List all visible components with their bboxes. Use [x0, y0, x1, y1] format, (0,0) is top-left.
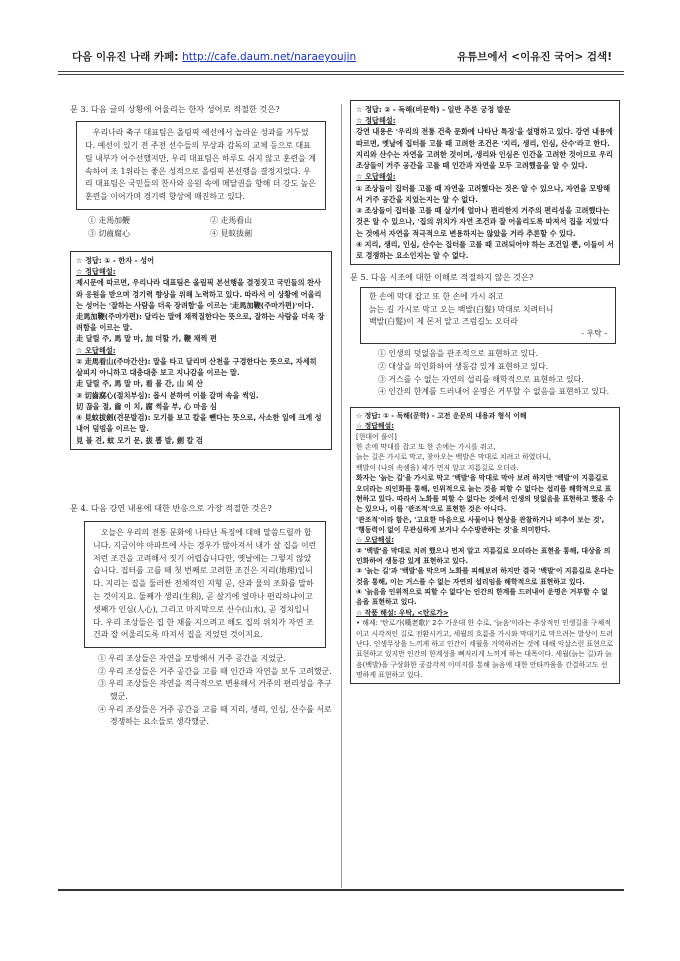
answer-line: 走 달릴 주, 馬 말 마, 加 더할 가, 鞭 채찍 편	[76, 334, 217, 344]
answer-line: ☆ 오답해설:	[76, 345, 116, 355]
footer-rule	[58, 889, 624, 891]
header-rule-2	[58, 74, 624, 75]
cafe-link[interactable]: http://cafe.daum.net/naraeyoujin	[182, 51, 357, 63]
answer-line: ☆ 오답해설:	[356, 536, 394, 545]
q3-answer-box	[70, 251, 332, 450]
answer-line: ☆ 정답해설:	[356, 116, 396, 126]
answer-line: ② 走馬看山(주마간산): 말을 타고 달리며 산천을 구경한다는 뜻으로, 자세히 살피지 아니하고 대충대충 보고 지나감을 이르는 말.	[76, 356, 317, 378]
answer-line: 走馬加鞭(주마가편): 달리는 말에 채찍질한다는 뜻으로, 잘하는 사람을 더욱 장려함을 이르는 말.	[76, 311, 325, 333]
right-column	[350, 100, 620, 684]
answer-line: ☆ 작품 해설: 우탁, <탄로가>	[356, 608, 449, 617]
q5-poem	[360, 287, 616, 344]
cafe-link-label: 다음 이유진 나래 카페: http://cafe.daum.net/naraeyoujin	[72, 51, 357, 63]
q5-choice-2[interactable]: ② 대상을 의인화하여 생동감 있게 표현하고 있다.	[378, 362, 549, 372]
answer-line: '관조적'이라 함은, '고요한 마음으로 사물이나 현상을 관찰하거나 비추어 보는 것', '행동력이 없이 무관심하게 보거나 수수방관하는 것'을 의미한다.	[356, 515, 605, 534]
q5-choice-1[interactable]: ① 인생의 덧없음을 관조적으로 표현하고 있다.	[378, 349, 539, 359]
q4-answer-title: ☆ 정답: ② - 독해(비문학) - 일반 추론 궁정 발문	[356, 105, 511, 114]
q3-choice-3[interactable]: ③ 切齒腐心	[88, 229, 130, 239]
answer-line: [현대어 풀이]	[356, 432, 397, 441]
poem-line: 한 손에 막대 잡고 또 한 손에 가시 쥐고	[369, 292, 504, 302]
answer-line: ③ 切齒腐心(절치부심): 몹시 분하여 이를 갈며 속을 썩임.	[76, 390, 259, 400]
page-header	[72, 49, 612, 63]
q3-answer-title: ☆ 정답: ① - 한자 - 성어	[76, 255, 155, 265]
answer-line: ① 조상들이 집터를 고를 때 자연을 고려했다는 것은 알 수 있으나, 자연을 모방해서 거주 공간을 지었는지는 알 수 없다.	[356, 183, 611, 204]
q4-answer-box	[350, 100, 620, 265]
q4-choice-4[interactable]: ④ 우리 조상들은 거주 공간을 고를 때 지리, 생리, 인심, 산수를 서로 경쟁하는 요소들로 생각했군.	[98, 704, 332, 727]
q4-choice-1[interactable]: ① 우리 조상들은 자연을 모방해서 거주 공간을 지었군.	[98, 654, 287, 664]
q3-choice-4[interactable]: ④ 見蚊拔劍	[210, 229, 252, 239]
q4-choice-2[interactable]: ② 우리 조상들은 거주 공간을 고를 때 인간과 자연을 모두 고려했군.	[98, 666, 332, 676]
answer-line: 백발이 (나의 속셈을) 제가 먼저 알고 지름길로 오더라.	[356, 463, 519, 472]
answer-line: ④ 見蚊拔劍(견문발검): 모기를 보고 칼을 뺀다는 뜻으로, 사소한 일에 크게 성내어 덤빔을 이르는 말.	[76, 413, 322, 434]
answer-line: ☆ 정답해설:	[356, 422, 394, 431]
answer-line: 제시문에 따르면, 우리나라 대표팀은 올림픽 본선행을 결정짓고 국민들의 찬사와 응원을 받으며 경기력 향상을 위해 노력하고 있다. 따라서 이 상황에 어울리는 성어는 '잘하는 사람을 더욱 장려함'을 이르는 '走馬加鞭(주마가편)'이다.	[76, 278, 322, 310]
answer-line: ☆ 오답해설:	[356, 172, 396, 182]
q5-choice-4[interactable]: ④ 인간의 한계를 드러내어 운명은 거부할 수 없음을 표현하고 있다.	[378, 387, 610, 397]
answer-line: ③ 조상들이 집터를 고를 때 살기에 얼마나 편리한지 거주의 편리성을 고려했다는 것은 알 수 있으나, '집의 위치가 자연 조건과 잘 어울리도록 따져서 집을 지었'다는 것에서 자연을 적극적으로 변용하지는 않았을 거라 추론할 수 있다.	[356, 206, 610, 238]
answer-line: ③ '늙는 길'과 '백발'을 막으며 노화를 피해보려 하지만 결국 '백발'이 지름길로 온다는 것을 통해, 이는 거스를 수 없는 자연의 섭리임을 해학적으로 표현하고 있다.	[356, 567, 614, 586]
q3-choice-1[interactable]: ① 走馬加鞭	[88, 215, 130, 225]
poem-line: 백발(白髮)이 제 몬저 알고 즈럼길노 오더라	[369, 316, 518, 326]
q5-choices	[350, 348, 620, 399]
answer-line: ☆ 정답해설:	[76, 267, 116, 277]
q4-choices	[70, 653, 332, 729]
answer-line: 한 손에 막대를 잡고 또 한 손에는 가시를 쥐고,	[356, 443, 496, 452]
q5-stem: 문 5. 다음 시조에 대한 이해로 적절하지 않은 것은?	[350, 272, 534, 283]
poem-line: 늙는 길 가시로 막고 오는 백발(白髮) 막대로 치려터니	[369, 304, 554, 314]
answer-line: 走 달릴 주, 馬 말 마, 看 볼 간, 山 뫼 산	[76, 379, 203, 389]
q3-choices	[70, 214, 332, 241]
q5-answer-title: ☆ 정답: ① - 독해(문학) - 고전 운문의 내용과 형식 이해	[356, 411, 527, 420]
header-rule	[58, 71, 624, 72]
answer-line: ④ '늙음을 인위적으로 피할 수 없다'는 인간의 한계를 드러내어 운명은 거부할 수 없음을 표현하고 있다.	[356, 588, 608, 607]
youtube-search-label: 유튜브에서 <이유진 국어> 검색!	[456, 51, 612, 63]
q5-answer-box	[350, 407, 620, 684]
answer-line: 늙는 길은 가시로 막고, 찾아오는 백발은 막대로 치려고 하였더니,	[356, 453, 551, 462]
q5-choice-3[interactable]: ③ 거스를 수 없는 자연의 섭리를 해학적으로 표현하고 있다.	[378, 374, 584, 384]
answer-line: 見 볼 견, 蚊 모기 문, 拔 뽑 발, 劍 칼 검	[76, 435, 203, 445]
q3-choice-2[interactable]: ② 走馬看山	[210, 215, 252, 225]
q3-passage: 우리나라 축구 대표팀은 올림픽 예선에서 놀라운 성과를 거두었다. 예선이 있기 전 주전 선수들의 부상과 감독의 교체 등으로 대표팀 내부가 어수선했지만, 우리 대표팀은 하루도 쉬지 않고 훈련을 계속하여 조 1위라는 좋은 성적으로 올림픽 본선행을 결정지었다. 우리 대표팀은 국민들의 찬사와 응원 속에 메달권을 향해 더 강도 높은 훈련을 이어가며 경기력 향상에 매진하고 있다.	[76, 121, 326, 210]
answer-line: • 해제: '탄로가(嘆老歌)' 2수 가운데 한 수로, '늙음'이라는 추상적인 인생길을 구체적이고 시각적인 길로 전환시키고, 세월의 흐름을 가시와 막대기로 막으려는 발상이 드러난다. 인생무상을 느끼게 하고 인간이 세월을 거역하려는 것에 대해 익살스런 표현으로 표현하고 있지만 인간의 한계성을 뼈저리게 느끼게 하는 대목이다. 세월(늙는 길)과 늙음(백발)을 구상화한 공감각적 이미지를 통해 늙음에 대한 안타까움을 간결하고도 선명하게 표현하고 있다.	[356, 619, 614, 679]
q3-stem: 문 3. 다음 글의 상황에 어울리는 한자 성어로 적절한 것은?	[70, 104, 280, 114]
left-column	[70, 103, 332, 729]
q4-stem: 문 4. 다음 강연 내용에 대한 반응으로 가장 적절한 것은?	[70, 502, 272, 513]
answer-line: 강연 내용은 '우리의 전통 건축 문화에 나타난 특징'을 설명하고 있다. 강연 내용에 따르면, 옛날에 집터를 고를 때 고려한 조건은 '지리, 생리, 인심, 산수'라고 한다. 지리와 산수는 자연을 고려한 것이며, 생리와 인심은 인간을 고려한 것이므로 우리 조상들이 거주 공간을 고를 때 인간과 자연을 모두 고려했음을 알 수 있다.	[356, 127, 613, 171]
poem-source: - 우탁 -	[581, 329, 607, 339]
answer-line: 화자는 '늙는 길'을 가시로 막고 '백발'을 막대로 막아 보려 하지만 '백발'이 지름길로 오더라는 의인화를 통해, 인위적으로 늙는 것을 피할 수 없다는 섭리를 해학적으로 표현하고 있다. 따라서 노화를 피할 수 없다는 것에서 인생의 덧없음을 표현하고 했을 수는 있으나, 이를 '관조적'으로 표현한 것은 아니다.	[356, 474, 614, 514]
answer-line: 切 끊을 절, 齒 이 치, 腐 썩을 부, 心 마음 심	[76, 401, 217, 411]
q4-choice-3[interactable]: ③ 우리 조상들은 자연을 적극적으로 변용해서 거주의 편리성을 추구했군.	[98, 679, 332, 702]
answer-line: ④ 지리, 생리, 인심, 산수는 집터를 고를 때 고려되어야 하는 조건일 뿐, 이들이 서로 경쟁하는 요소인지는 알 수 없다.	[356, 239, 614, 261]
answer-line: ② '백발'을 막대로 치려 했으나 먼저 알고 지름길로 오더라는 표현을 통해, 대상을 의인화하여 생동감 있게 표현하고 있다.	[356, 546, 611, 566]
q4-passage: 오늘은 우리의 전통 문화에 나타난 특징에 대해 말씀드릴까 합니다. 지금이야 아파트에 사는 경우가 많아져서 내가 살 집을 이런저런 조건을 고려해서 짓기 어렵습니다만, 옛날에는 그렇지 않았습니다. 집터를 고를 때 첫 번째로 고려한 조건은 지리(地理)입니다. 지리는 집을 둘러싼 전체적인 지형 곧, 산과 물의 조화를 말하는 것이지요. 둘째가 생리(生利), 곧 살기에 얼마나 편리하냐이고 셋째가 인심(人心), 그리고 마지막으로 산수(山水), 곧 경치입니다. 우리 조상들은 집 한 채를 지으려고 해도 집의 위치가 자연 조건과 잘 어울리도록 따져서 집을 지었던 것이지요.	[84, 521, 326, 648]
column-divider	[341, 104, 342, 888]
